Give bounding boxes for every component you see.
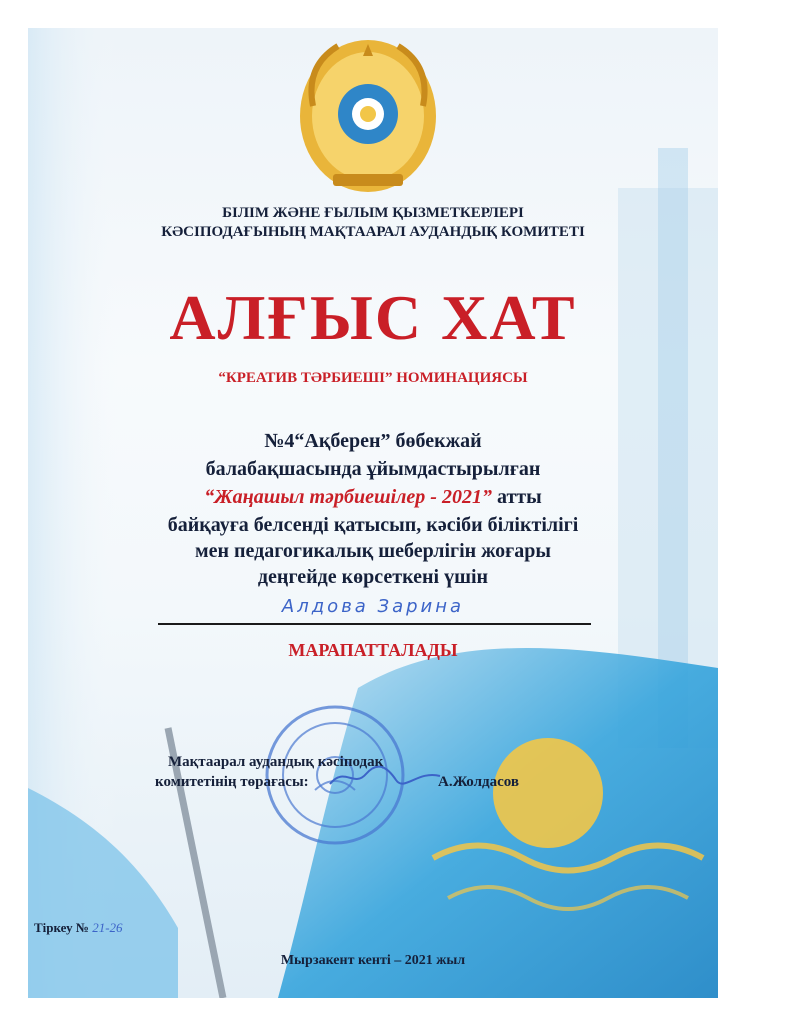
org-line-2: КӘСІПОДАҒЫНЫҢ МАҚТААРАЛ АУДАНДЫҚ КОМИТЕТІ: [161, 224, 585, 240]
recipient-name: Алдова Зарина: [281, 596, 465, 617]
state-emblem-icon: [293, 36, 443, 196]
body-line-2: балабақшасында ұйымдастырылған: [205, 458, 541, 480]
contest-name: “Жаңашыл тәрбиешілер - 2021”: [204, 486, 492, 508]
certificate-sheet: [28, 28, 718, 998]
registration-label: Тіркеу №: [34, 920, 89, 935]
org-line-1: БІЛІМ ЖӘНЕ ҒЫЛЫМ ҚЫЗМЕТКЕРЛЕРІ: [222, 205, 524, 221]
nomination-line: “КРЕАТИВ ТӘРБИЕШІ” НОМИНАЦИЯСЫ: [218, 370, 528, 386]
body-line-3-rest: атты: [491, 486, 542, 508]
signature-line-1: Мақтаарал аудандық кәсіподақ: [168, 754, 384, 770]
registration-value: 21-26: [92, 920, 123, 935]
body-line-1: №4“Ақберен” бөбекжай: [264, 430, 482, 452]
chairman-name: А.Жолдасов: [438, 774, 519, 790]
body-line-5: мен педагогикалық шеберлігін жоғары: [195, 540, 551, 562]
body-line-4: байқауға белсенді қатысып, кәсіби біліктілігі: [167, 514, 579, 536]
page-title: АЛҒЫС ХАТ: [169, 282, 577, 353]
award-word: МАРАПАТТАЛАДЫ: [288, 640, 458, 660]
name-underline: [158, 623, 591, 625]
signature-line-2: комитетінің төрағасы:: [155, 774, 309, 790]
footer-place-year: Мырзакент кенті – 2021 жыл: [280, 953, 466, 968]
handwritten-signature: [326, 762, 444, 792]
registration-number: [34, 920, 123, 936]
body-line-6: деңгейде көрсеткені үшін: [257, 566, 489, 588]
body-line-3: [28, 484, 718, 510]
